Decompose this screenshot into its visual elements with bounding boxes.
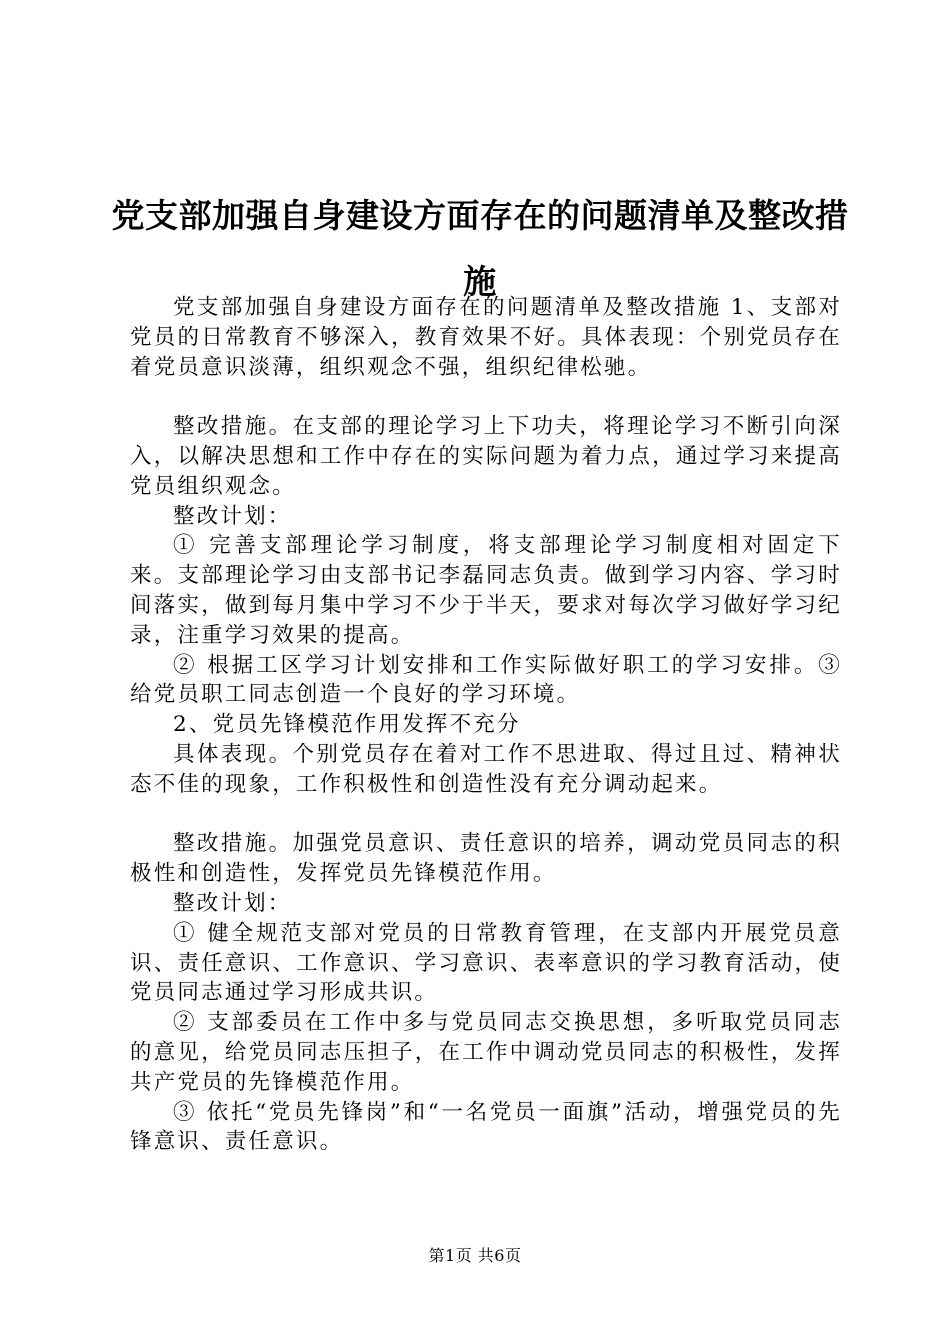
paragraph-plan-heading-2: 整改计划： — [173, 890, 292, 916]
page-number-footer: 第1页 共6页 — [428, 1246, 522, 1265]
paragraph-plan-2-item-2: ② 支部委员在工作中多与党员同志交换思想，多听取党员同志的意见，给党员同志压担子，在工作中调动党员同志的积极性，发挥共产党员的先锋模范作用。 — [130, 1010, 842, 1095]
document-body — [130, 293, 842, 1157]
paragraph-plan-heading-1: 整改计划： — [173, 503, 292, 529]
document-title: 党支部加强自身建设方面存在的问题清单及整改措施 — [111, 196, 849, 301]
paragraph-plan-1-item-1: ① 完善支部理论学习制度，将支部理论学习制度相对固定下来。支部理论学习由支部书记李磊同志负责。做到学习内容、学习时间落实，做到每月集中学习不少于半天，要求对每次学习做好学习纪录，注重学习效果的提高。 — [130, 533, 842, 648]
paragraph-plan-2-item-1: ① 健全规范支部对党员的日常教育管理，在支部内开展党员意识、责任意识、工作意识、学习意识、表率意识的学习教育活动，使党员同志通过学习形成共识。 — [130, 920, 842, 1006]
paragraph-plan-1-item-2: ② 根据工区学习计划安排和工作实际做好职工的学习安排。③给党员职工同志创造一个良好的学习环境。 — [130, 652, 842, 708]
paragraph-plan-2-item-3: ③ 依托“党员先锋岗”和“一名党员一面旗”活动，增强党员的先锋意识、责任意识。 — [130, 1099, 842, 1155]
paragraph-measures-1: 整改措施。在支部的理论学习上下功夫，将理论学习不断引向深入，以解决思想和工作中存在的实际问题为着力点，通过学习来提高党员组织观念。 — [130, 414, 842, 499]
paragraph-section-2-heading: 2、党员先锋模范作用发挥不充分 — [173, 712, 521, 738]
paragraph-section-2-symptoms: 具体表现。个别党员存在着对工作不思进取、得过且过、精神状态不佳的现象，工作积极性和创造性没有充分调动起来。 — [130, 741, 842, 797]
paragraph-intro: 党支部加强自身建设方面存在的问题清单及整改措施 1、支部对党员的日常教育不够深入，教育效果不好。具体表现：个别党员存在着党员意识淡薄，组织观念不强，组织纪律松驰。 — [130, 295, 842, 380]
paragraph-measures-2: 整改措施。加强党员意识、责任意识的培养，调动党员同志的积极性和创造性，发挥党员先锋模范作用。 — [130, 831, 842, 887]
